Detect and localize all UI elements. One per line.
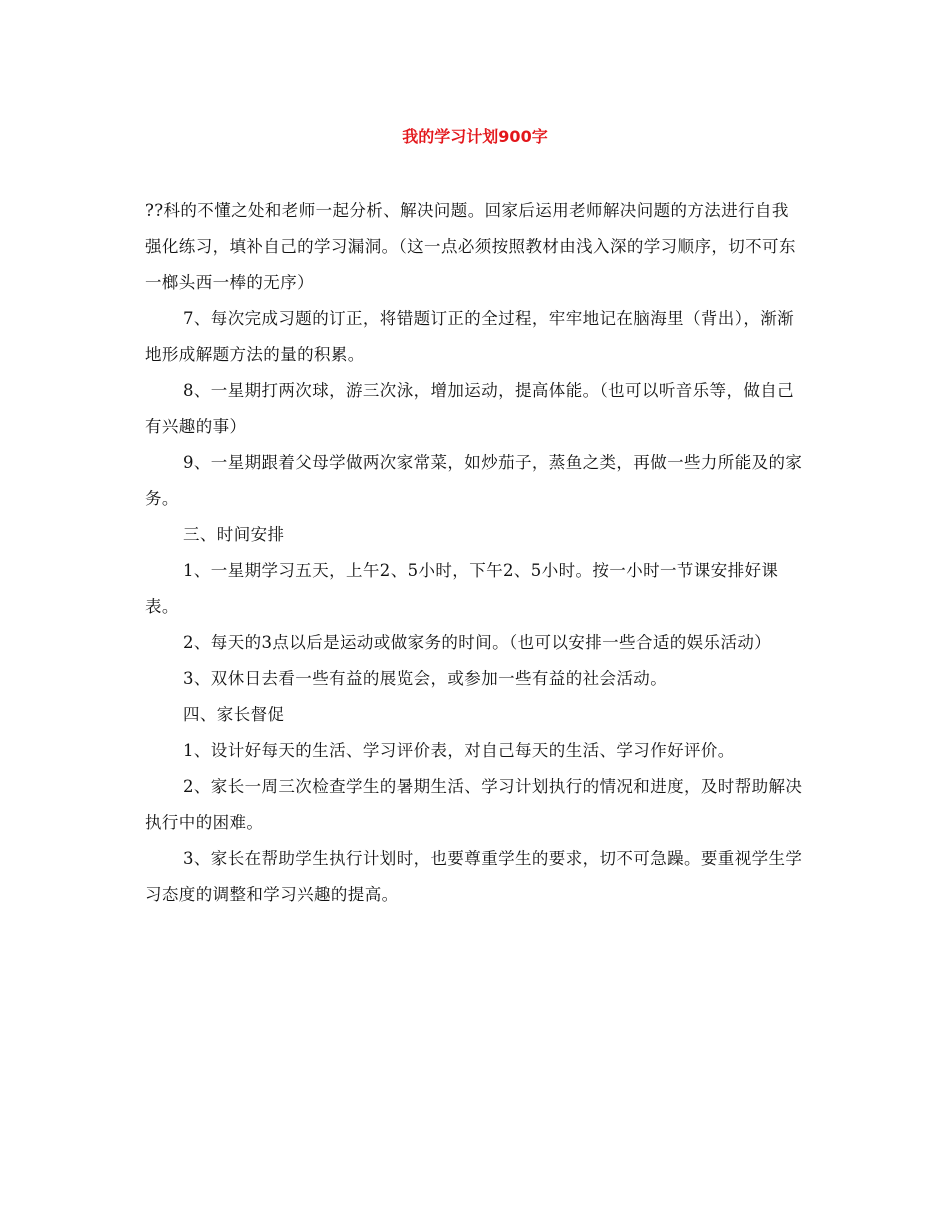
paragraph-schedule-1: 1、一星期学习五天，上午2、5小时，下午2、5小时。按一小时一节课安排好课表。: [145, 561, 779, 616]
document-body: [145, 193, 805, 913]
section-heading-time-schedule: 三、时间安排: [183, 525, 285, 544]
paragraph-item-8: 8、一星期打两次球，游三次泳，增加运动，提高体能。（也可以听音乐等，做自己有兴趣的事）: [145, 381, 795, 436]
paragraph-item-9: 9、一星期跟着父母学做两次家常菜，如炒茄子，蒸鱼之类，再做一些力所能及的家务。: [145, 453, 803, 508]
document-title: 我的学习计划900字: [402, 127, 548, 146]
paragraph-schedule-2: 2、每天的3点以后是运动或做家务的时间。（也可以安排一些合适的娱乐活动）: [183, 633, 772, 652]
paragraph-supervision-2: 2、家长一周三次检查学生的暑期生活、学习计划执行的情况和进度，及时帮助解决执行中的困难。: [145, 777, 803, 832]
paragraph-supervision-3: 3、家长在帮助学生执行计划时，也要尊重学生的要求，切不可急躁。要重视学生学习态度的调整和学习兴趣的提高。: [145, 849, 803, 904]
section-heading-parent-supervision: 四、家长督促: [183, 705, 285, 724]
paragraph-continuation: ??科的不懂之处和老师一起分析、解决问题。回家后运用老师解决问题的方法进行自我强化练习，填补自己的学习漏洞。（这一点必须按照教材由浅入深的学习顺序，切不可东一榔头西一棒的无序）: [145, 201, 796, 292]
paragraph-schedule-3: 3、双休日去看一些有益的展览会，或参加一些有益的社会活动。: [183, 669, 668, 688]
paragraph-item-7: 7、每次完成习题的订正，将错题订正的全过程，牢牢地记在脑海里（背出），渐渐地形成解题方法的量的积累。: [145, 309, 795, 364]
paragraph-supervision-1: 1、设计好每天的生活、学习评价表，对自己每天的生活、学习作好评价。: [183, 741, 735, 760]
